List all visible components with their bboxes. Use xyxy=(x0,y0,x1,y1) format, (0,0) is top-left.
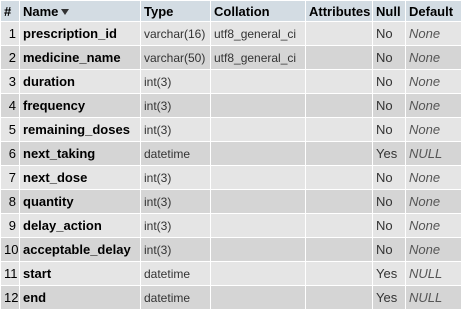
cell-attributes xyxy=(306,190,372,213)
table-row[interactable] xyxy=(1,22,461,45)
cell-type: datetime xyxy=(141,286,210,309)
cell-default: None xyxy=(406,70,461,93)
cell-null: No xyxy=(373,46,405,69)
cell-null: No xyxy=(373,166,405,189)
cell-name: frequency xyxy=(20,94,140,117)
cell-null: No xyxy=(373,214,405,237)
cell-type: datetime xyxy=(141,262,210,285)
cell-name: duration xyxy=(20,70,140,93)
cell-default: NULL xyxy=(406,262,461,285)
table-row[interactable] xyxy=(1,238,461,261)
cell-type: varchar(16) xyxy=(141,22,210,45)
column-header-name-label: Name xyxy=(23,3,59,19)
cell-collation xyxy=(211,94,305,117)
cell-attributes xyxy=(306,238,372,261)
cell-collation xyxy=(211,166,305,189)
cell-null: No xyxy=(373,190,405,213)
cell-type: int(3) xyxy=(141,118,210,141)
cell-type: int(3) xyxy=(141,70,210,93)
cell-num: 1 xyxy=(1,22,19,45)
column-header-attributes[interactable]: Attributes xyxy=(306,1,372,21)
column-header-num: # xyxy=(1,1,19,21)
cell-attributes xyxy=(306,286,372,309)
table-row[interactable] xyxy=(1,70,461,93)
cell-null: Yes xyxy=(373,286,405,309)
cell-collation xyxy=(211,142,305,165)
cell-attributes xyxy=(306,22,372,45)
cell-collation xyxy=(211,118,305,141)
cell-default: NULL xyxy=(406,142,461,165)
cell-collation xyxy=(211,238,305,261)
table-body xyxy=(1,22,461,309)
table-row[interactable] xyxy=(1,94,461,117)
cell-attributes xyxy=(306,166,372,189)
cell-attributes xyxy=(306,94,372,117)
cell-name: medicine_name xyxy=(20,46,140,69)
cell-type: int(3) xyxy=(141,238,210,261)
cell-num: 7 xyxy=(1,166,19,189)
cell-name: next_taking xyxy=(20,142,140,165)
sort-arrow-icon xyxy=(61,9,69,15)
cell-default: None xyxy=(406,22,461,45)
cell-collation xyxy=(211,190,305,213)
column-header-type[interactable]: Type xyxy=(141,1,210,21)
cell-num: 8 xyxy=(1,190,19,213)
table-row[interactable] xyxy=(1,46,461,69)
cell-name: prescription_id xyxy=(20,22,140,45)
cell-type: datetime xyxy=(141,142,210,165)
cell-attributes xyxy=(306,214,372,237)
cell-num: 3 xyxy=(1,70,19,93)
cell-type: int(3) xyxy=(141,190,210,213)
cell-null: No xyxy=(373,238,405,261)
cell-attributes xyxy=(306,142,372,165)
cell-num: 5 xyxy=(1,118,19,141)
cell-type: varchar(50) xyxy=(141,46,210,69)
cell-num: 12 xyxy=(1,286,19,309)
cell-default: None xyxy=(406,238,461,261)
cell-collation xyxy=(211,262,305,285)
cell-null: Yes xyxy=(373,142,405,165)
table-row[interactable] xyxy=(1,118,461,141)
cell-type: int(3) xyxy=(141,166,210,189)
cell-num: 9 xyxy=(1,214,19,237)
cell-default: None xyxy=(406,46,461,69)
cell-name: quantity xyxy=(20,190,140,213)
table-row[interactable] xyxy=(1,286,461,309)
cell-null: No xyxy=(373,70,405,93)
cell-name: end xyxy=(20,286,140,309)
cell-num: 2 xyxy=(1,46,19,69)
cell-null: No xyxy=(373,118,405,141)
table-row[interactable] xyxy=(1,262,461,285)
cell-type: int(3) xyxy=(141,214,210,237)
cell-type: int(3) xyxy=(141,94,210,117)
table-row[interactable] xyxy=(1,142,461,165)
column-header-default[interactable]: Default xyxy=(406,1,461,21)
cell-default: None xyxy=(406,214,461,237)
cell-attributes xyxy=(306,118,372,141)
cell-collation: utf8_general_ci xyxy=(211,46,305,69)
cell-default: None xyxy=(406,94,461,117)
cell-name: delay_action xyxy=(20,214,140,237)
column-header-null[interactable]: Null xyxy=(373,1,405,21)
header-row xyxy=(1,1,461,21)
cell-collation xyxy=(211,70,305,93)
cell-default: None xyxy=(406,190,461,213)
cell-null: No xyxy=(373,22,405,45)
cell-default: None xyxy=(406,166,461,189)
cell-attributes xyxy=(306,70,372,93)
cell-num: 10 xyxy=(1,238,19,261)
cell-null: No xyxy=(373,94,405,117)
cell-num: 6 xyxy=(1,142,19,165)
cell-default: None xyxy=(406,118,461,141)
cell-null: Yes xyxy=(373,262,405,285)
cell-num: 4 xyxy=(1,94,19,117)
cell-name: acceptable_delay xyxy=(20,238,140,261)
cell-collation xyxy=(211,286,305,309)
cell-attributes xyxy=(306,262,372,285)
cell-num: 11 xyxy=(1,262,19,285)
column-header-collation[interactable]: Collation xyxy=(211,1,305,21)
cell-collation: utf8_general_ci xyxy=(211,22,305,45)
cell-attributes xyxy=(306,46,372,69)
table-row[interactable] xyxy=(1,166,461,189)
cell-name: remaining_doses xyxy=(20,118,140,141)
cell-name: next_dose xyxy=(20,166,140,189)
table-row[interactable] xyxy=(1,190,461,213)
cell-collation xyxy=(211,214,305,237)
cell-name: start xyxy=(20,262,140,285)
table-row[interactable] xyxy=(1,214,461,237)
cell-default: NULL xyxy=(406,286,461,309)
column-header-name[interactable] xyxy=(20,1,140,21)
